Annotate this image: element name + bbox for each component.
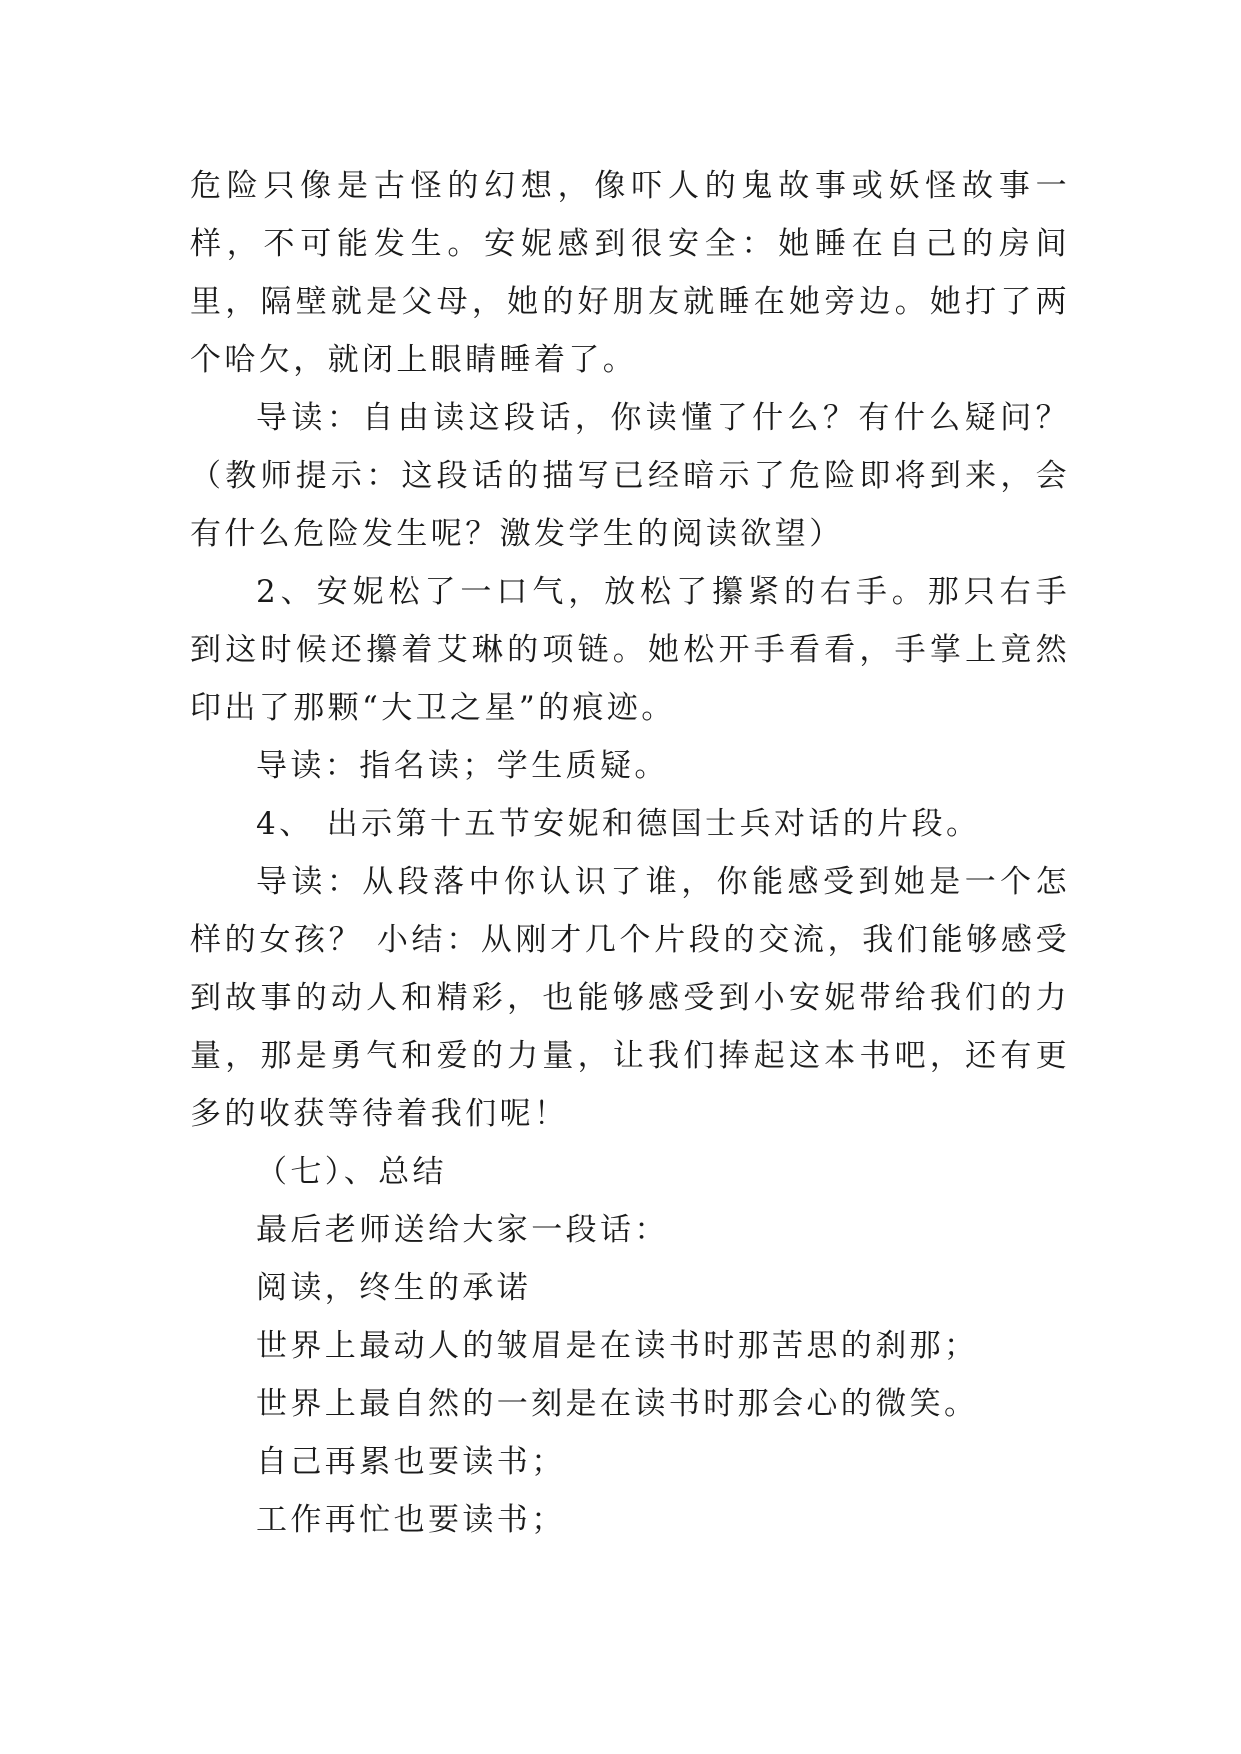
section-heading-summary: （七）、总结 (256, 1154, 447, 1190)
closing-line: 最后老师送给大家一段话： (256, 1212, 669, 1248)
closing-line: 世界上最自然的一刻是在读书时那会心的微笑。 (256, 1386, 979, 1422)
paragraph-item-4: 4、 出示第十五节安妮和德国士兵对话的片段。 (256, 806, 981, 842)
paragraph-guided-reading-1: 导读：自由读这段话，你读懂了什么？有什么疑问？（教师提示：这段话的描写已经暗示了危险即将到来，会有什么危险发生呢？激发学生的阅读欲望） (190, 400, 1070, 552)
paragraph-story-excerpt: 危险只像是古怪的幻想，像吓人的鬼故事或妖怪故事一样，不可能发生。安妮感到很安全：她睡在自己的房间里，隔壁就是父母，她的好朋友就睡在她旁边。她打了两个哈欠，就闭上眼睛睡着了。 (190, 168, 1070, 378)
paragraph-guided-reading-3: 导读：从段落中你认识了谁，你能感受到她是一个怎样的女孩？ 小结：从刚才几个片段的交流，我们能够感受到故事的动人和精彩，也能够感受到小安妮带给我们的力量，那是勇气和爱的力量，让我们捧起这本书吧，还有更多的收获等待着我们呢！ (190, 864, 1070, 1132)
document-body (190, 157, 1070, 1549)
paragraph-item-2: 2、安妮松了一口气，放松了攥紧的右手。那只右手到这时候还攥着艾琳的项链。她松开手看看，手掌上竟然印出了那颗“大卫之星”的痕迹。 (190, 574, 1070, 726)
closing-line: 工作再忙也要读书； (256, 1502, 566, 1538)
closing-line: 世界上最动人的皱眉是在读书时那苦思的刹那； (256, 1328, 979, 1364)
closing-line: 自己再累也要读书； (256, 1444, 566, 1480)
paragraph-guided-reading-2: 导读：指名读；学生质疑。 (256, 748, 669, 784)
closing-line: 阅读，终生的承诺 (256, 1270, 532, 1306)
